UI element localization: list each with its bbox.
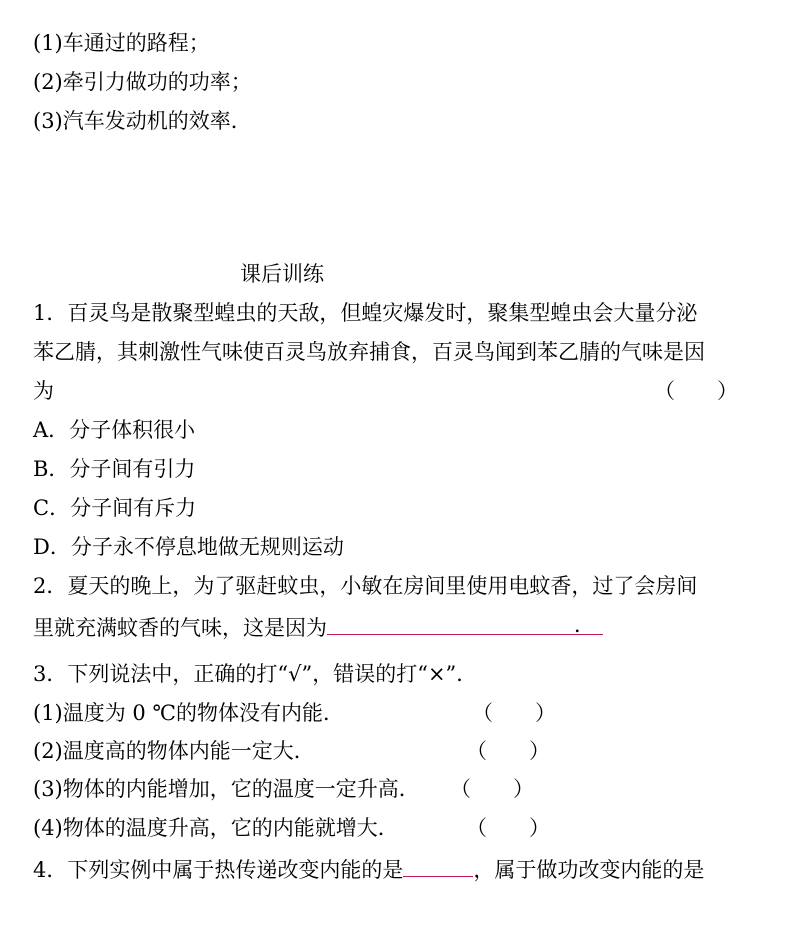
q1-line-3: 为: [33, 379, 54, 403]
q1-line-2: 苯乙腈，其刺激性气味使百灵鸟放弃捕食，百灵鸟闻到苯乙腈的气味是因: [33, 340, 705, 364]
q1-answer-parentheses: （ ）: [654, 379, 738, 403]
q4-text-2: ，属于做功改变内能的是: [473, 858, 705, 882]
q1-option-b: B．分子间有引力: [33, 457, 196, 481]
q3-item-3: (3)物体的内能增加，它的温度一定升高．: [33, 777, 420, 801]
q3-item-2-parentheses: （ ）: [466, 739, 550, 763]
q3-item-1: (1)温度为 0 ℃的物体没有内能．: [33, 701, 344, 725]
q3-item-1-parentheses: （ ）: [472, 701, 556, 725]
q1-option-a: A．分子体积很小: [33, 418, 196, 442]
q2-answer-blank[interactable]: [327, 612, 603, 635]
part-1: (1)车通过的路程；: [33, 31, 210, 55]
q1-line-1: 1．百灵鸟是散聚型蝗虫的天敌，但蝗灾爆发时，聚集型蝗虫会大量分泌: [33, 301, 698, 325]
q1-option-d: D．分子永不停息地做无规则运动: [33, 535, 344, 559]
q3-intro: 3．下列说法中，正确的打“√”，错误的打“×”．: [33, 662, 478, 686]
part-3: (3)汽车发动机的效率．: [33, 109, 252, 133]
q4-line-1: [33, 854, 704, 880]
q2-line-2-text: 里就充满蚊香的气味，这是因为: [33, 616, 327, 640]
part-2: (2)牵引力做功的功率；: [33, 70, 252, 94]
q4-text-1: 4．下列实例中属于热传递改变内能的是: [33, 858, 404, 882]
q3-item-3-parentheses: （ ）: [450, 777, 534, 801]
section-title: 课后训练: [240, 262, 324, 286]
q2-line-2: [33, 612, 603, 638]
q3-item-2: (2)温度高的物体内能一定大．: [33, 739, 315, 763]
q1-option-c: C．分子间有斥力: [33, 496, 197, 520]
q2-line-end: ．: [574, 613, 595, 637]
q3-item-4: (4)物体的温度升高，它的内能就增大．: [33, 816, 399, 840]
q3-item-4-parentheses: （ ）: [466, 816, 550, 840]
q4-answer-blank-1[interactable]: [403, 854, 473, 877]
q2-line-1: 2．夏天的晚上，为了驱赶蚊虫，小敏在房间里使用电蚊香，过了会房间: [33, 574, 698, 598]
